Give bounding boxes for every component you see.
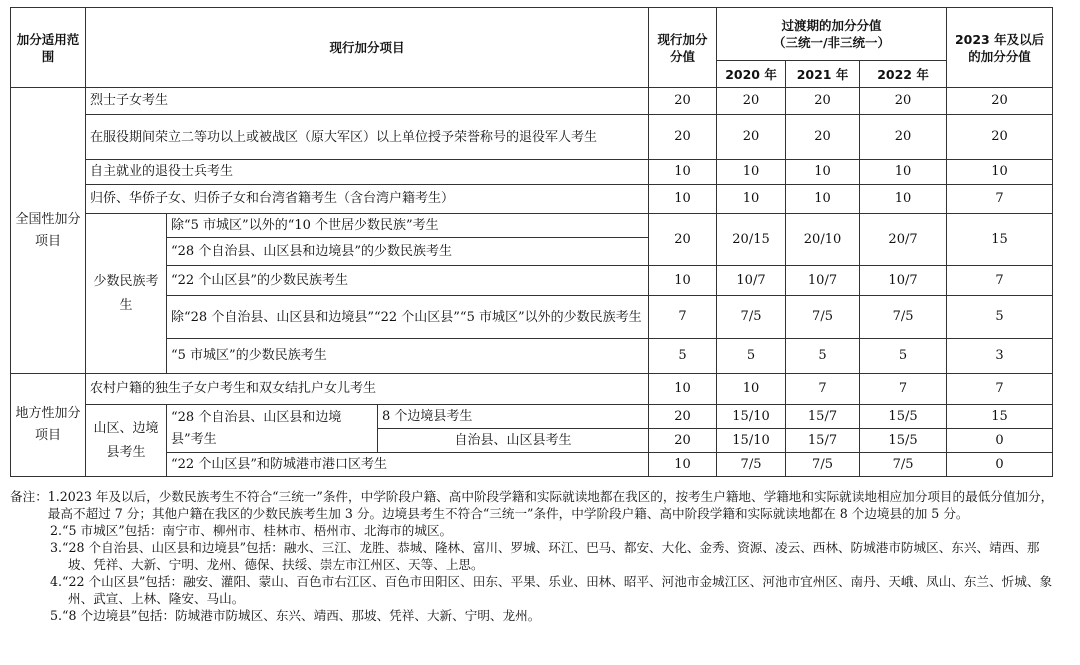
value-2020: 10 bbox=[717, 160, 786, 185]
value-2020: 15/10 bbox=[717, 405, 786, 429]
value-current: 20 bbox=[649, 88, 717, 115]
value-2021: 15/7 bbox=[786, 429, 860, 453]
value-2020: 20/15 bbox=[717, 214, 786, 266]
value-2020: 5 bbox=[717, 339, 786, 374]
bonus-points-table bbox=[10, 7, 1053, 477]
value-2020: 10/7 bbox=[717, 266, 786, 296]
value-2021: 7 bbox=[786, 374, 860, 405]
group-local: 地方性加分项目 bbox=[11, 374, 86, 477]
value-after: 3 bbox=[947, 339, 1053, 374]
value-after: 7 bbox=[947, 374, 1053, 405]
value-2020: 10 bbox=[717, 185, 786, 214]
value-current: 20 bbox=[649, 429, 717, 453]
value-after: 15 bbox=[947, 405, 1053, 429]
notes-section bbox=[10, 488, 1058, 624]
value-current: 10 bbox=[649, 185, 717, 214]
value-after: 20 bbox=[947, 115, 1053, 160]
value-2022: 20/7 bbox=[860, 214, 947, 266]
table-row bbox=[11, 374, 1053, 405]
value-2022: 7/5 bbox=[860, 296, 947, 339]
sub-item-cell: 自治县、山区县考生 bbox=[378, 429, 649, 453]
value-current: 20 bbox=[649, 115, 717, 160]
value-2022: 20 bbox=[860, 88, 947, 115]
header-transition-sub: （三统一/非三统一） bbox=[772, 35, 891, 50]
value-current: 10 bbox=[649, 160, 717, 185]
value-current: 20 bbox=[649, 405, 717, 429]
value-current: 10 bbox=[649, 266, 717, 296]
value-current: 5 bbox=[649, 339, 717, 374]
value-after: 7 bbox=[947, 185, 1053, 214]
value-current: 10 bbox=[649, 374, 717, 405]
item-cell: 自主就业的退役士兵考生 bbox=[86, 160, 649, 185]
table-row bbox=[11, 296, 1053, 339]
value-2022: 20 bbox=[860, 115, 947, 160]
table-row bbox=[11, 88, 1053, 115]
value-2021: 20 bbox=[786, 115, 860, 160]
table-row bbox=[11, 405, 1053, 429]
value-2022: 7 bbox=[860, 374, 947, 405]
sub-item-cell: 8 个边境县考生 bbox=[378, 405, 649, 429]
value-2022: 15/5 bbox=[860, 405, 947, 429]
item-cell: 农村户籍的独生子女户考生和双女结扎户女儿考生 bbox=[86, 374, 649, 405]
value-after: 5 bbox=[947, 296, 1053, 339]
item-cell: 归侨、华侨子女、归侨子女和台湾省籍考生（含台湾户籍考生） bbox=[86, 185, 649, 214]
value-2021: 10 bbox=[786, 185, 860, 214]
note-3: 3.“28 个自治县、山区县和边境县”包括：融水、三江、龙胜、恭城、隆林、富川、罗城、环江、巴马、都安、大化、金秀、资源、凌云、西林、防城港市防城区、东兴、靖西、那坡、凭祥、大新、宁明、龙州、德保、扶绥、崇左市江州区、天等、上思。 bbox=[50, 540, 1040, 572]
header-transition bbox=[717, 8, 947, 61]
note-1 bbox=[10, 488, 1058, 522]
item-cell: 烈士子女考生 bbox=[86, 88, 649, 115]
value-2021: 10 bbox=[786, 160, 860, 185]
value-after: 10 bbox=[947, 160, 1053, 185]
item-cell: “28 个自治县、山区县和边境县”的少数民族考生 bbox=[167, 238, 649, 266]
header-scope: 加分适用范围 bbox=[11, 8, 86, 88]
value-2022: 5 bbox=[860, 339, 947, 374]
header-current: 现行加分分值 bbox=[649, 8, 717, 88]
item-cell: 除“5 市城区”以外的“10 个世居少数民族”考生 bbox=[167, 214, 649, 238]
table-row bbox=[11, 160, 1053, 185]
value-2021: 7/5 bbox=[786, 453, 860, 477]
value-2021: 20/10 bbox=[786, 214, 860, 266]
value-2020: 7/5 bbox=[717, 453, 786, 477]
value-2022: 10 bbox=[860, 160, 947, 185]
table-row bbox=[11, 115, 1053, 160]
value-2021: 15/7 bbox=[786, 405, 860, 429]
table-row bbox=[11, 339, 1053, 374]
value-2020: 20 bbox=[717, 115, 786, 160]
value-2020: 7/5 bbox=[717, 296, 786, 339]
header-after: 2023 年及以后的加分分值 bbox=[947, 8, 1053, 88]
note-1-text: 1.2023 年及以后，少数民族考生不符合“三统一”条件，中学阶段户籍、高中阶段学籍和实际就读地都在我区的，按考生户籍地、学籍地和实际就读地相应加分项目的最低分值加分，最高不超过 7 分；其他户籍在我区的少数民族考生加 3 分。边境县考生不符合“三统一”条件，中学阶段户籍、高中阶段学籍和实际就读地都在 8 个边境县的加 5 分。 bbox=[47, 489, 1054, 521]
notes-label: 备注： bbox=[10, 489, 48, 504]
note-4: 4.“22 个山区县”包括：融安、灌阳、蒙山、百色市右江区、百色市田阳区、田东、平果、乐业、田林、昭平、河池市金城江区、河池市宜州区、南丹、天峨、凤山、东兰、忻城、象州、武宣、上林、隆安、马山。 bbox=[50, 574, 1053, 606]
item-cell: 除“28 个自治县、山区县和边境县”“22 个山区县”“5 市城区”以外的少数民族考生 bbox=[167, 296, 649, 339]
header-2020: 2020 年 bbox=[717, 61, 786, 88]
value-2022: 10/7 bbox=[860, 266, 947, 296]
value-2021: 5 bbox=[786, 339, 860, 374]
value-after: 0 bbox=[947, 453, 1053, 477]
item-cell: “22 个山区县”的少数民族考生 bbox=[167, 266, 649, 296]
header-2022: 2022 年 bbox=[860, 61, 947, 88]
table-row bbox=[11, 266, 1053, 296]
note-5: 5.“8 个边境县”包括：防城港市防城区、东兴、靖西、那坡、凭祥、大新、宁明、龙州。 bbox=[50, 608, 541, 623]
value-2022: 10 bbox=[860, 185, 947, 214]
item-cell: 在服役期间荣立二等功以上或被战区（原大军区）以上单位授予荣誉称号的退役军人考生 bbox=[86, 115, 649, 160]
item-cell: “5 市城区”的少数民族考生 bbox=[167, 339, 649, 374]
value-2021: 20 bbox=[786, 88, 860, 115]
value-2021: 10/7 bbox=[786, 266, 860, 296]
value-2022: 15/5 bbox=[860, 429, 947, 453]
value-2020: 15/10 bbox=[717, 429, 786, 453]
header-item: 现行加分项目 bbox=[86, 8, 649, 88]
table-row bbox=[11, 453, 1053, 477]
value-2020: 20 bbox=[717, 88, 786, 115]
group-mountain: 山区、边境县考生 bbox=[86, 405, 167, 477]
value-after: 7 bbox=[947, 266, 1053, 296]
item-cell: “22 个山区县”和防城港市港口区考生 bbox=[167, 453, 649, 477]
value-after: 20 bbox=[947, 88, 1053, 115]
value-after: 0 bbox=[947, 429, 1053, 453]
header-transition-title: 过渡期的加分分值 bbox=[781, 18, 882, 33]
value-after: 15 bbox=[947, 214, 1053, 266]
value-2020: 10 bbox=[717, 374, 786, 405]
table-row bbox=[11, 185, 1053, 214]
value-current: 7 bbox=[649, 296, 717, 339]
group-minority: 少数民族考生 bbox=[86, 214, 167, 374]
value-2021: 7/5 bbox=[786, 296, 860, 339]
header-2021: 2021 年 bbox=[786, 61, 860, 88]
group-national: 全国性加分项目 bbox=[11, 88, 86, 374]
value-current: 10 bbox=[649, 453, 717, 477]
value-current: 20 bbox=[649, 214, 717, 266]
table-row bbox=[11, 214, 1053, 238]
value-2022: 7/5 bbox=[860, 453, 947, 477]
note-2: 2.“5 市城区”包括：南宁市、柳州市、桂林市、梧州市、北海市的城区。 bbox=[50, 523, 453, 538]
item-cell: “28 个自治县、山区县和边境县”考生 bbox=[167, 405, 378, 453]
